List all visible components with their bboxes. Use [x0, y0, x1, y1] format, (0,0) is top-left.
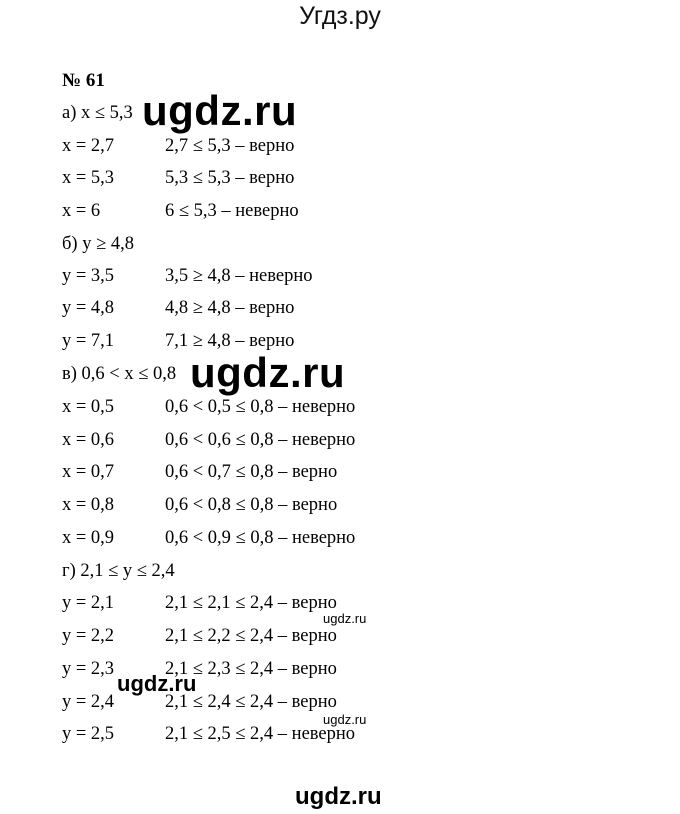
line-label: x = 0,8	[62, 495, 115, 515]
site-title: Угдз.ру	[299, 2, 381, 30]
solution-line	[62, 430, 356, 451]
solution-line	[62, 266, 313, 287]
line-label: y = 3,5	[62, 266, 115, 286]
line-label: б) y ≥ 4,8	[62, 234, 134, 254]
line-check: 2,1 ≤ 2,1 ≤ 2,4 – верно	[165, 593, 337, 613]
solution-line	[62, 462, 338, 483]
watermark: ugdz.ru	[190, 349, 346, 396]
line-label: г) 2,1 ≤ y ≤ 2,4	[62, 561, 175, 581]
line-check: 2,1 ≤ 2,4 ≤ 2,4 – верно	[165, 692, 337, 712]
line-label: y = 2,5	[62, 724, 115, 744]
line-check: 7,1 ≥ 4,8 – верно	[165, 331, 295, 351]
line-label: x = 2,7	[62, 136, 115, 156]
line-label: x = 0,9	[62, 528, 115, 548]
watermark: ugdz.ru	[323, 611, 367, 626]
problem-number: № 61	[62, 70, 105, 91]
line-check: 0,6 < 0,9 ≤ 0,8 – неверно	[165, 528, 356, 548]
line-check: 0,6 < 0,6 ≤ 0,8 – неверно	[165, 430, 356, 450]
line-label: x = 0,7	[62, 462, 115, 482]
solution-line	[62, 495, 338, 516]
line-label: x = 6	[62, 201, 101, 221]
line-label: x = 5,3	[62, 168, 115, 188]
solution-line	[62, 331, 295, 352]
line-label: y = 2,1	[62, 593, 115, 613]
solution-line	[62, 234, 134, 255]
line-label: x = 0,5	[62, 397, 115, 417]
line-check: 0,6 < 0,7 ≤ 0,8 – верно	[165, 462, 338, 482]
solution-line	[62, 692, 337, 713]
line-label: y = 2,2	[62, 626, 115, 646]
line-label: y = 4,8	[62, 298, 115, 318]
solution-line	[62, 528, 356, 549]
line-check: 3,5 ≥ 4,8 – неверно	[165, 266, 313, 286]
line-check: 2,7 ≤ 5,3 – верно	[165, 136, 295, 156]
line-label: y = 7,1	[62, 331, 115, 351]
solution-line	[62, 593, 337, 614]
line-check: 2,1 ≤ 2,5 ≤ 2,4 – неверно	[165, 724, 356, 744]
solution-line	[62, 103, 133, 124]
solution-line	[62, 298, 295, 319]
solution-line	[62, 364, 176, 385]
watermark: ugdz.ru	[117, 671, 197, 696]
solution-line	[62, 168, 295, 189]
line-check: 4,8 ≥ 4,8 – верно	[165, 298, 295, 318]
line-check: 0,6 < 0,5 ≤ 0,8 – неверно	[165, 397, 356, 417]
solution-line	[62, 397, 356, 418]
line-check: 0,6 < 0,8 ≤ 0,8 – верно	[165, 495, 338, 515]
line-check: 2,1 ≤ 2,2 ≤ 2,4 – верно	[165, 626, 337, 646]
solution-line	[62, 561, 175, 582]
line-check: 2,1 ≤ 2,3 ≤ 2,4 – верно	[165, 659, 337, 679]
solution-line	[62, 136, 295, 157]
line-label: y = 2,3	[62, 659, 115, 679]
solution-line	[62, 626, 337, 647]
line-check: 6 ≤ 5,3 – неверно	[165, 201, 299, 221]
solution-line	[62, 201, 299, 222]
watermark: ugdz.ru	[323, 712, 367, 727]
line-label: x = 0,6	[62, 430, 115, 450]
footer-watermark: ugdz.ru	[295, 783, 382, 810]
line-check: 5,3 ≤ 5,3 – верно	[165, 168, 295, 188]
line-label: y = 2,4	[62, 692, 115, 712]
solution-line	[62, 724, 356, 745]
watermark: ugdz.ru	[142, 87, 298, 134]
line-label: а) x ≤ 5,3	[62, 103, 133, 123]
solution-line	[62, 659, 337, 680]
line-label: в) 0,6 < x ≤ 0,8	[62, 364, 177, 384]
